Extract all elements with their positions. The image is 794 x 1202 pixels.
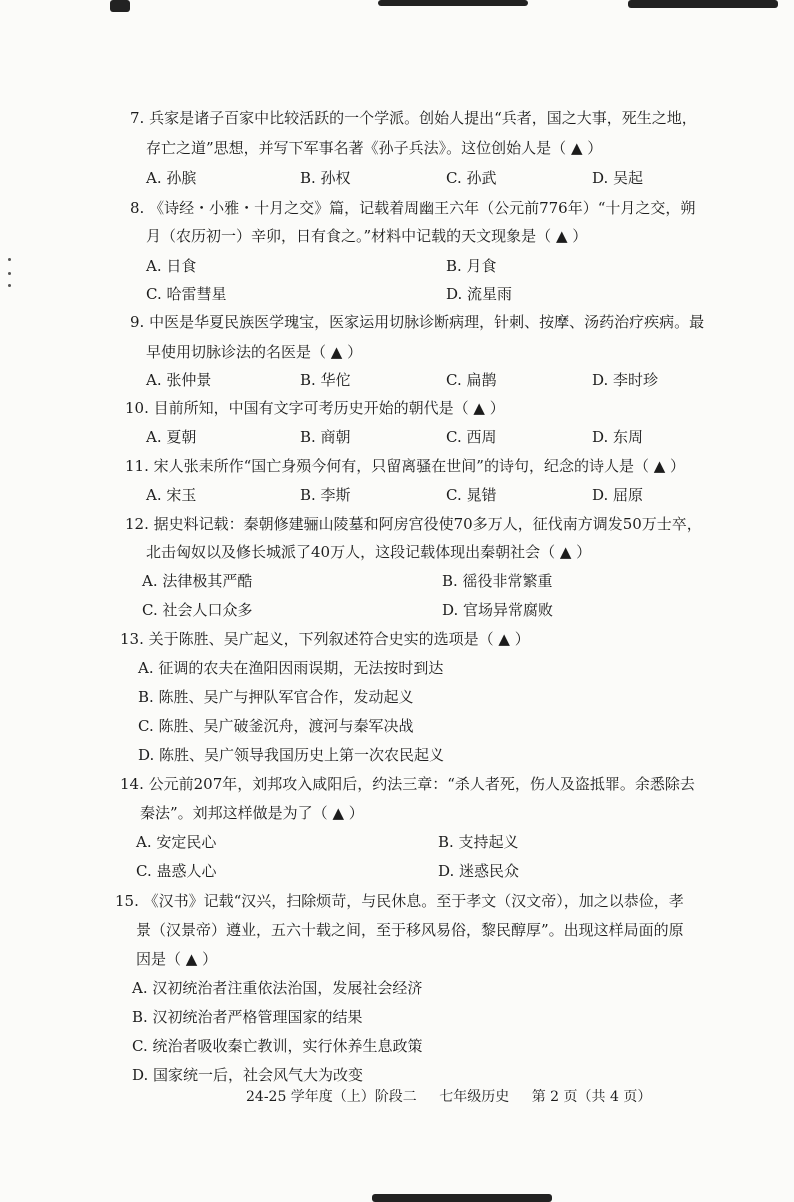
question-15-option-c[interactable]: C. 统治者吸收秦亡教训，实行休养生息政策 bbox=[132, 1037, 423, 1055]
scan-mark-bottom-center bbox=[372, 1194, 552, 1202]
scan-dot bbox=[8, 284, 11, 287]
scan-dot bbox=[8, 272, 11, 275]
question-14-line-2: 秦法”。刘邦这样做是为了（ ▲ ） bbox=[140, 804, 364, 822]
question-9-line-1: 9. 中医是华夏民族医学瑰宝，医家运用切脉诊断病理，针刺、按摩、汤药治疗疾病。最 bbox=[130, 313, 705, 331]
question-8-option-d[interactable]: D. 流星雨 bbox=[446, 285, 513, 303]
question-15-line-2: 景（汉景帝）遵业，五六十载之间，至于移风易俗，黎民醇厚”。出现这样局面的原 bbox=[136, 921, 684, 939]
question-7-option-c[interactable]: C. 孙武 bbox=[446, 169, 497, 187]
question-11-option-c[interactable]: C. 晁错 bbox=[446, 486, 497, 504]
question-12-line-1: 12. 据史料记载：秦朝修建骊山陵墓和阿房宫役使70多万人，征伐南方调发50万士卒， bbox=[125, 515, 702, 533]
footer-subject: 七年级历史 bbox=[439, 1089, 510, 1105]
question-13-option-c[interactable]: C. 陈胜、吴广破釜沉舟，渡河与秦军决战 bbox=[138, 717, 414, 735]
scan-mark-top-right bbox=[628, 0, 778, 8]
question-10-option-c[interactable]: C. 西周 bbox=[446, 428, 497, 446]
question-7-option-a[interactable]: A. 孙膑 bbox=[146, 169, 197, 187]
question-10-option-b[interactable]: B. 商朝 bbox=[300, 428, 351, 446]
question-12-option-a[interactable]: A. 法律极其严酷 bbox=[142, 572, 253, 590]
question-15-line-1: 15. 《汉书》记载“汉兴，扫除烦苛，与民休息。至于孝文（汉文帝），加之以恭俭，孝 bbox=[115, 892, 684, 910]
question-13-option-d[interactable]: D. 陈胜、吴广领导我国历史上第一次农民起义 bbox=[138, 746, 445, 764]
question-11-option-d[interactable]: D. 屈原 bbox=[592, 486, 644, 504]
question-15-line-3: 因是（ ▲ ） bbox=[136, 950, 218, 968]
question-9-line-2: 早使用切脉诊法的名医是（ ▲ ） bbox=[146, 343, 363, 361]
question-8-line-2: 月（农历初一）辛卯，日有食之。”材料中记载的天文现象是（ ▲ ） bbox=[146, 227, 588, 245]
scan-mark-top-center bbox=[378, 0, 528, 6]
question-7-line-1: 7. 兵家是诸子百家中比较活跃的一个学派。创始人提出“兵者，国之大事，死生之地， bbox=[130, 109, 697, 127]
question-12-line-2: 北击匈奴以及修长城派了40万人，这段记载体现出秦朝社会（ ▲ ） bbox=[146, 543, 592, 561]
question-10-option-d[interactable]: D. 东周 bbox=[592, 428, 644, 446]
question-8-option-a[interactable]: A. 日食 bbox=[146, 257, 197, 275]
question-13-option-a[interactable]: A. 征调的农夫在渔阳因雨误期，无法按时到达 bbox=[138, 659, 444, 677]
question-11-option-b[interactable]: B. 李斯 bbox=[300, 486, 351, 504]
question-7-option-b[interactable]: B. 孙权 bbox=[300, 169, 351, 187]
question-13-line-1: 13. 关于陈胜、吴广起义，下列叙述符合史实的选项是（ ▲ ） bbox=[120, 630, 530, 648]
question-11-option-a[interactable]: A. 宋玉 bbox=[146, 486, 197, 504]
question-9-option-b[interactable]: B. 华佗 bbox=[300, 371, 351, 389]
question-14-line-1: 14. 公元前207年，刘邦攻入咸阳后，约法三章：“杀人者死，伤人及盗抵罪。余悉除去 bbox=[120, 775, 695, 793]
question-9-option-d[interactable]: D. 李时珍 bbox=[592, 371, 659, 389]
question-9-option-a[interactable]: A. 张仲景 bbox=[146, 371, 212, 389]
footer-term: 24-25 学年度（上）阶段二 bbox=[246, 1089, 417, 1105]
question-10-option-a[interactable]: A. 夏朝 bbox=[146, 428, 197, 446]
question-15-option-a[interactable]: A. 汉初统治者注重依法治国，发展社会经济 bbox=[132, 979, 423, 997]
question-8-option-b[interactable]: B. 月食 bbox=[446, 257, 497, 275]
page-footer bbox=[246, 1086, 669, 1106]
question-7-line-2: 存亡之道”思想，并写下军事名著《孙子兵法》。这位创始人是（ ▲ ） bbox=[146, 139, 603, 157]
scan-dot bbox=[8, 258, 11, 261]
footer-page-number: 第 2 页（共 4 页） bbox=[531, 1089, 652, 1105]
question-14-option-a[interactable]: A. 安定民心 bbox=[136, 833, 217, 851]
question-11-line-1: 11. 宋人张耒所作“国亡身殒今何有，只留离骚在世间”的诗句，纪念的诗人是（ ▲ ） bbox=[125, 457, 686, 475]
question-8-option-c[interactable]: C. 哈雷彗星 bbox=[146, 285, 227, 303]
question-7-option-d[interactable]: D. 吴起 bbox=[592, 169, 644, 187]
question-14-option-b[interactable]: B. 支持起义 bbox=[438, 833, 519, 851]
question-14-option-c[interactable]: C. 蛊惑人心 bbox=[136, 862, 217, 880]
question-15-option-b[interactable]: B. 汉初统治者严格管理国家的结果 bbox=[132, 1008, 363, 1026]
question-13-option-b[interactable]: B. 陈胜、吴广与押队军官合作，发动起义 bbox=[138, 688, 414, 706]
question-10-line-1: 10. 目前所知，中国有文字可考历史开始的朝代是（ ▲ ） bbox=[125, 399, 505, 417]
question-9-option-c[interactable]: C. 扁鹊 bbox=[446, 371, 497, 389]
question-8-line-1: 8. 《诗经・小雅・十月之交》篇，记载着周幽王六年（公元前776年）“十月之交，朔 bbox=[130, 199, 696, 217]
question-15-option-d[interactable]: D. 国家统一后，社会风气大为改变 bbox=[132, 1066, 364, 1084]
question-12-option-c[interactable]: C. 社会人口众多 bbox=[142, 601, 253, 619]
question-12-option-b[interactable]: B. 徭役非常繁重 bbox=[442, 572, 553, 590]
question-12-option-d[interactable]: D. 官场异常腐败 bbox=[442, 601, 554, 619]
scan-mark-top-left bbox=[110, 0, 130, 12]
question-14-option-d[interactable]: D. 迷惑民众 bbox=[438, 862, 520, 880]
